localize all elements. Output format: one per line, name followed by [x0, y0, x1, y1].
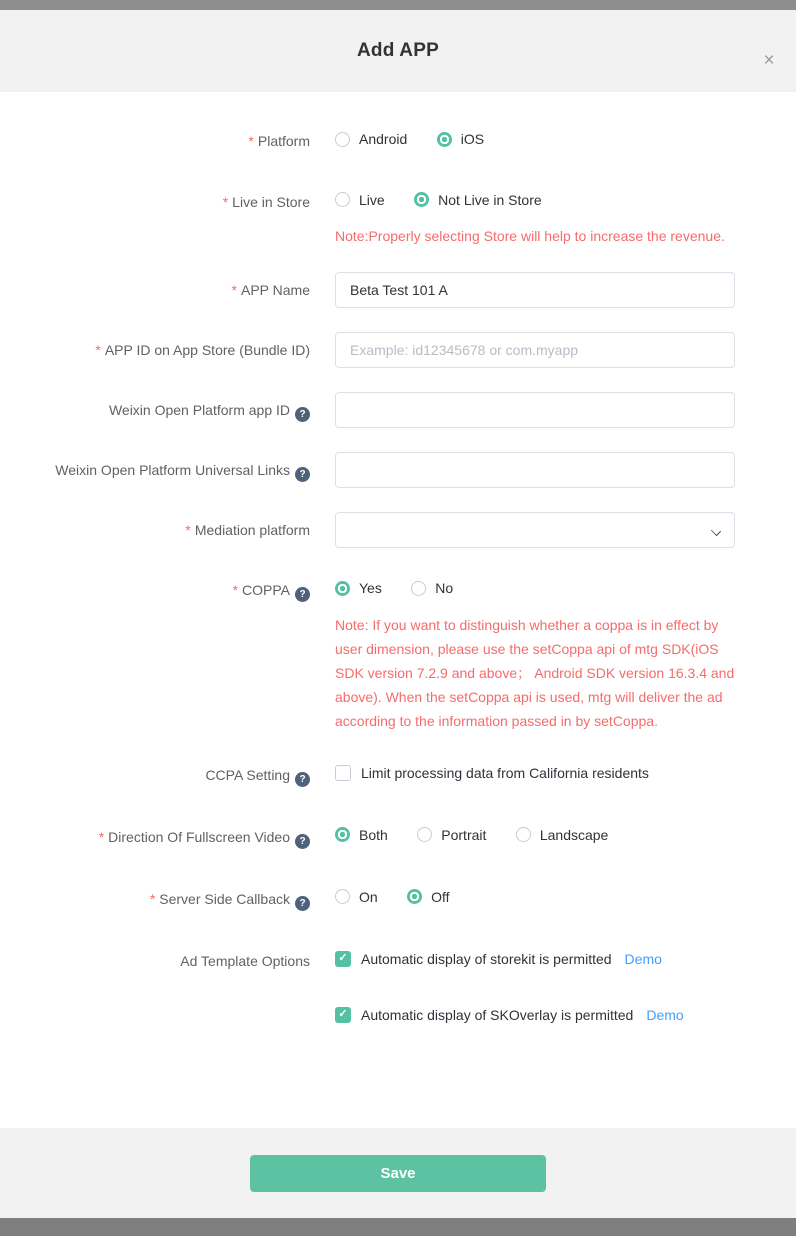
radio-checked-icon	[335, 827, 350, 842]
help-icon[interactable]: ?	[295, 467, 310, 482]
checkbox-unchecked-icon	[335, 765, 351, 781]
ad-template-item-skoverlay	[335, 1007, 775, 1023]
radio-coppa-yes[interactable]: Yes	[335, 580, 382, 596]
checkbox-checked-icon: ✓	[335, 951, 351, 967]
radio-ios[interactable]: iOS	[437, 131, 484, 147]
skoverlay-demo-link[interactable]: Demo	[646, 1006, 684, 1023]
weixin-universal-links-input[interactable]	[335, 452, 735, 488]
weixin-universal-links-label: Weixin Open Platform Universal Links ?	[0, 452, 310, 488]
radio-live[interactable]: Live	[335, 192, 385, 208]
storekit-checkbox[interactable]: ✓ Automatic display of storekit is permitted	[335, 951, 612, 967]
form-row-direction	[0, 827, 796, 849]
form-row-coppa	[0, 580, 796, 733]
page-bottom-bar	[0, 1218, 796, 1236]
radio-not-live[interactable]: Not Live in Store	[414, 192, 542, 208]
page-top-bar	[0, 0, 796, 10]
required-asterisk: *	[98, 828, 105, 845]
radio-unchecked-icon	[335, 132, 350, 147]
radio-checked-icon	[437, 132, 452, 147]
radio-unchecked-icon	[411, 581, 426, 596]
form-row-weixin-app-id	[0, 392, 796, 428]
form-row-weixin-universal-links	[0, 452, 796, 488]
form-row-app-id	[0, 332, 796, 368]
coppa-label: * COPPA ?	[0, 580, 310, 733]
radio-checked-icon	[414, 192, 429, 207]
radio-checked-icon	[407, 889, 422, 904]
radio-landscape[interactable]: Landscape	[516, 827, 609, 843]
mediation-platform-label: * Mediation platform	[185, 522, 310, 538]
live-in-store-label: * Live in Store	[222, 193, 310, 210]
required-asterisk: *	[232, 582, 239, 598]
radio-checked-icon	[335, 581, 350, 596]
radio-portrait[interactable]: Portrait	[417, 827, 486, 843]
form-row-platform	[0, 131, 796, 152]
modal-header	[0, 10, 796, 92]
form-row-mediation-platform	[0, 512, 796, 548]
required-asterisk: *	[95, 342, 101, 358]
app-id-input[interactable]	[335, 332, 735, 368]
modal-footer	[0, 1128, 796, 1218]
radio-off[interactable]: Off	[407, 889, 449, 905]
coppa-note: Note: If you want to distinguish whether a coppa is in effect by user dimension, please use the setCoppa api of mtg SDK(iOS SDK version 7.2.9 and above； Android SDK version 16.3.4 and above). When the setCoppa api is used, mtg will deliver the ad according to the information passed in by setCoppa.	[335, 616, 735, 729]
ad-template-item-storekit	[335, 951, 775, 967]
radio-on[interactable]: On	[335, 889, 378, 905]
direction-label: * Direction Of Fullscreen Video ?	[0, 827, 310, 849]
app-name-input[interactable]	[335, 272, 735, 308]
help-icon[interactable]: ?	[295, 896, 310, 911]
required-asterisk: *	[149, 890, 156, 907]
help-icon[interactable]: ?	[295, 587, 310, 602]
form-row-ccpa	[0, 765, 796, 787]
add-app-form	[0, 92, 796, 1128]
form-row-ad-template	[0, 951, 796, 1023]
radio-both[interactable]: Both	[335, 827, 388, 843]
radio-unchecked-icon	[516, 827, 531, 842]
app-id-label: * APP ID on App Store (Bundle ID)	[95, 342, 310, 358]
help-icon[interactable]: ?	[295, 834, 310, 849]
required-asterisk: *	[185, 522, 191, 538]
save-button[interactable]: Save	[250, 1155, 546, 1192]
help-icon[interactable]: ?	[295, 772, 310, 787]
form-row-server-callback	[0, 889, 796, 911]
form-row-live-in-store	[0, 192, 796, 249]
checkbox-checked-icon: ✓	[335, 1007, 351, 1023]
ccpa-label: CCPA Setting ?	[0, 765, 310, 787]
chevron-down-icon	[712, 527, 721, 536]
mediation-platform-select[interactable]	[335, 512, 735, 548]
radio-unchecked-icon	[335, 889, 350, 904]
app-name-label: * APP Name	[231, 282, 310, 298]
modal-title: Add APP	[357, 40, 439, 61]
required-asterisk: *	[222, 193, 229, 210]
weixin-app-id-label: Weixin Open Platform app ID ?	[0, 392, 310, 428]
radio-coppa-no[interactable]: No	[411, 580, 453, 596]
platform-label: * Platform	[248, 133, 310, 149]
weixin-app-id-input[interactable]	[335, 392, 735, 428]
radio-unchecked-icon	[417, 827, 432, 842]
close-icon[interactable]: ×	[763, 50, 775, 71]
required-asterisk: *	[231, 282, 237, 298]
storekit-demo-link[interactable]: Demo	[624, 950, 662, 967]
live-in-store-note: Note:Properly selecting Store will help to increase the revenue.	[335, 228, 725, 244]
form-row-app-name	[0, 272, 796, 308]
ad-template-label: Ad Template Options	[180, 952, 310, 969]
required-asterisk: *	[248, 133, 254, 149]
radio-android[interactable]: Android	[335, 131, 407, 147]
radio-unchecked-icon	[335, 192, 350, 207]
skoverlay-checkbox[interactable]: ✓ Automatic display of SKOverlay is permitted	[335, 1007, 633, 1023]
server-callback-label: * Server Side Callback ?	[0, 889, 310, 911]
help-icon[interactable]: ?	[295, 407, 310, 422]
ccpa-checkbox[interactable]: Limit processing data from California residents	[335, 765, 649, 781]
